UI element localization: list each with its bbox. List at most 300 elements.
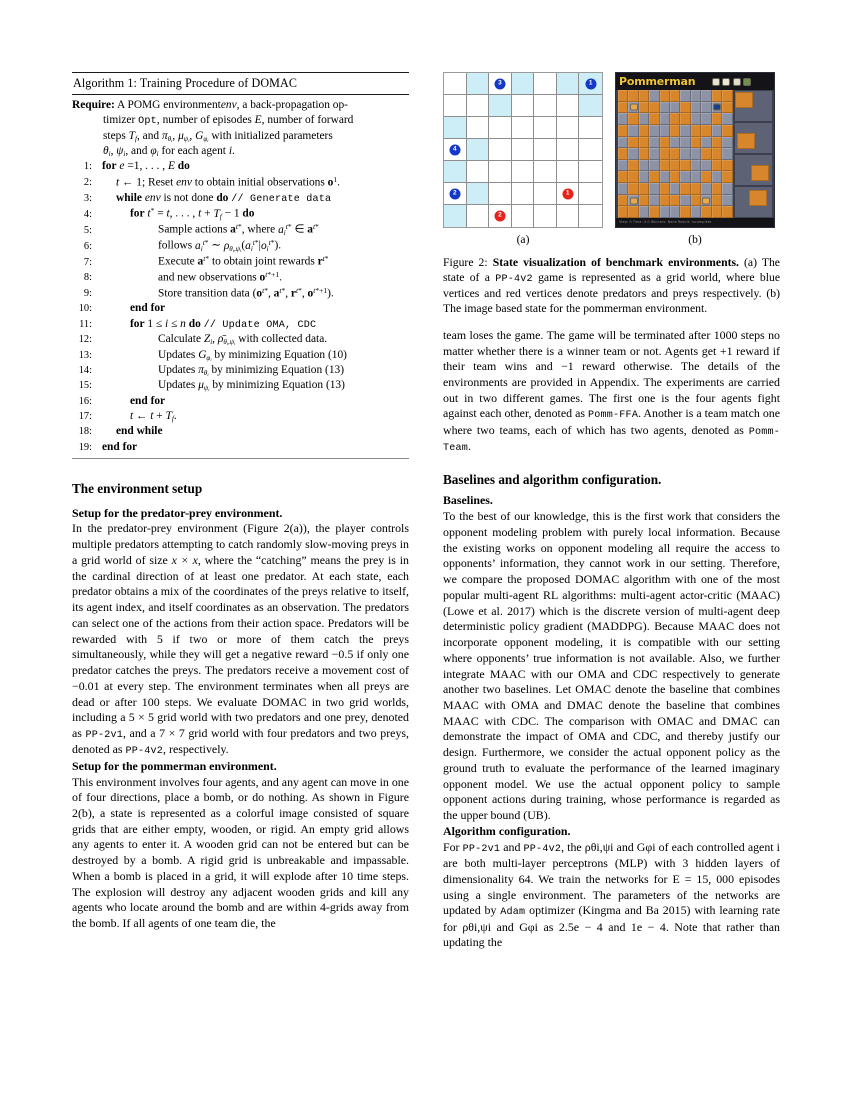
board-tile (722, 160, 732, 172)
code-pomm-ffa: Pomm-FFA (588, 410, 639, 422)
line-number: 8: (83, 272, 92, 284)
algorithm-require-line (72, 98, 409, 113)
board-tile (649, 90, 659, 102)
avatar (712, 78, 720, 86)
figure-caption-b: game is represented as a grid world, where blue vertices and red vertices denote predators and preys respectively. (b) The image based state for the pommerman environment. (443, 270, 781, 316)
line-number: 14: (78, 364, 92, 376)
grid-cell (557, 161, 580, 183)
board-tile (639, 195, 649, 207)
require-env: env (220, 99, 237, 111)
figure-caption (443, 255, 780, 317)
line-content: while env is not done do // Generate data (116, 191, 332, 205)
board-tile (670, 183, 680, 195)
algorithm-block (72, 72, 409, 459)
board-tile (649, 125, 659, 137)
algorithm-line-17 (72, 409, 409, 424)
ac-text-c: , the ρθi,ψi and Gφi of each controlled agent i are both multi-layer perceptrons (MLP) with 3 hidden layers of dimensionality 64. We train the networks for E = 15, 000 episodes using a single environment. The parameters of the networks are updated by (443, 839, 780, 918)
board-tile (680, 160, 690, 172)
grid-cell (557, 183, 580, 205)
board-tile (670, 160, 680, 172)
rc-text-b: . Another is a team match one where two teams, each of which has two agents, denoted as (443, 406, 780, 437)
algorithm-line-18 (72, 424, 409, 439)
line-number: 1: (83, 161, 92, 173)
line-content: for 1 ≤ i ≤ n do // Update OMA, CDC (130, 317, 317, 331)
board-tile (639, 125, 649, 137)
algorithm-line-7 (72, 254, 409, 270)
board-tile (639, 183, 649, 195)
line-content: Execute $a^{t*}$ to obtain joint rewards $r^{t*}$ (158, 253, 329, 268)
require-phi: $\varphi_i$ (150, 145, 159, 159)
board-tile (691, 148, 701, 160)
board-tile (722, 113, 732, 125)
grid-cell (444, 95, 467, 117)
grid-cell (534, 183, 557, 205)
line-content: Updates $\mu_{\psi_i}$ by minimizing Equation (13) (158, 379, 345, 393)
pommerman-title: Pommerman (619, 75, 696, 88)
board-tile (712, 137, 722, 149)
line-content: end for (130, 302, 166, 315)
board-tile (660, 113, 670, 125)
board-tile (628, 125, 638, 137)
board-tile (670, 125, 680, 137)
board-tile (691, 137, 701, 149)
grid-cell (512, 117, 535, 139)
board-tile (691, 90, 701, 102)
board-tile (649, 137, 659, 149)
paragraph-baselines: To the best of our knowledge, this is the first work that considers the opponent modeling problem with purely local information. Because the existing works on opponent modeling all require the access to opponents’ information, they cannot work in our setting. Therefore, we compare the proposed DOMAC algorithm with one of the most popular multi-agent RL algorithms: multi-agent actor-critic (MAAC) (Lowe et al. 2017) which is the discrete version of multi-agent deep deterministic policy gradient (MADDPG). Because MAAC does not incorporate opponent modeling, it is compatible with our setting where opponents’ true information is not available. Also, we further integrate MAAC with our OMA and CDC respectively to generate another two baselines. Let OMAC denote the baseline that combines MAAC with OMA and DMAC denote the baseline that combines MAAC with CDC. The comparison with OMAC and DMAC can demonstrate the impact of OMA and CDC, and thereby justify our design. Furthermore, we consider the actual opponent policy as the ground truth to evaluate the performance of the learned imaginary opponent model. We use the actual opponent policy to sample opponent actions during training, whose performance is regarded as the upper bound (UB). (443, 509, 780, 823)
board-tile (712, 102, 722, 114)
avatar (743, 78, 751, 86)
board-tile (712, 90, 722, 102)
code-pp-4v2-caption: PP-4v2 (495, 273, 533, 285)
board-tile (670, 113, 680, 125)
require-label: Require: (72, 99, 115, 111)
grid-cell (579, 161, 602, 183)
require-mu: $\mu_{\psi_i}$ (178, 129, 190, 143)
grid-cell (467, 161, 490, 183)
predator-vertex: 3 (494, 78, 505, 89)
predator-vertex: 2 (449, 188, 460, 199)
agent-view-pane (735, 91, 773, 121)
grid-cell (444, 73, 467, 95)
board-tile (691, 171, 701, 183)
board-tile (639, 113, 649, 125)
figure-caption-bold: State visualization of benchmark environments. (492, 255, 739, 269)
board-tile (649, 113, 659, 125)
pommerman-agent-views (735, 90, 773, 218)
grid-cell (557, 139, 580, 161)
pommerman-footer (616, 218, 774, 227)
grid-cell (579, 73, 602, 95)
algorithm-line-4 (72, 206, 409, 222)
grid-cell (467, 205, 490, 227)
board-tile (722, 183, 732, 195)
subcaption-b: (b) (688, 233, 702, 246)
line-number: 3: (83, 192, 92, 204)
board-tile (701, 195, 711, 207)
grid-cell (489, 95, 512, 117)
code-pp-4v2-config: PP-4v2 (523, 843, 562, 855)
board-tile (649, 171, 659, 183)
avatar (722, 78, 730, 86)
line-content: Updates $\pi_{\theta_i}$ by minimizing Equation (13) (158, 363, 344, 378)
pp-text-d: , respectively. (163, 742, 229, 757)
line-number: 13: (78, 349, 92, 361)
board-tile (628, 160, 638, 172)
board-tile (628, 137, 638, 149)
board-tile (680, 195, 690, 207)
algorithm-line-5 (72, 222, 409, 238)
board-tile (660, 183, 670, 195)
board-tile (680, 113, 690, 125)
section-heading-baselines-config: Baselines and algorithm configuration. (443, 471, 662, 487)
board-tile (628, 206, 638, 218)
board-tile (660, 206, 670, 218)
board-tile (639, 206, 649, 218)
rc-text-c: . (468, 439, 472, 454)
algorithm-line-9 (72, 286, 409, 302)
algorithm-line-8 (72, 270, 409, 286)
board-tile (670, 137, 680, 149)
gridworld-frame (443, 72, 603, 228)
require-Tf: $T_f$ (128, 129, 137, 143)
ac-text-b: and (500, 839, 524, 854)
line-content: Calculate $Z_i$, $\rhō_{\theta_i,\psi_i}$ with collected data. (158, 333, 328, 347)
subheading-pommerman: Setup for the pommerman environment. (72, 758, 277, 773)
board-tile (701, 183, 711, 195)
grid-cell (579, 205, 602, 227)
code-pp-2v1: PP-2v1 (85, 729, 124, 741)
code-pp-4v2: PP-4v2 (125, 746, 164, 758)
grid-cell (489, 183, 512, 205)
board-tile (649, 160, 659, 172)
board-tile (712, 113, 722, 125)
grid-cell (534, 95, 557, 117)
board-tile (680, 183, 690, 195)
board-tile (701, 102, 711, 114)
grid-cell (557, 95, 580, 117)
board-tile (660, 148, 670, 160)
line-number: 10: (78, 303, 92, 315)
paragraph-team-loses (443, 328, 780, 456)
pp-grid-size: x × x (171, 552, 198, 567)
grid-cell (489, 117, 512, 139)
board-tile (618, 160, 628, 172)
grid-cell (444, 117, 467, 139)
board-tile (680, 171, 690, 183)
require-line2-a: timizer (103, 114, 136, 127)
board-tile (618, 125, 628, 137)
board-tile (701, 171, 711, 183)
prey-vertex: 1 (562, 188, 573, 199)
algorithm-require-line2 (72, 113, 409, 128)
board-tile (639, 90, 649, 102)
board-tile (680, 125, 690, 137)
board-tile (660, 171, 670, 183)
board-tile (639, 148, 649, 160)
pommerman-body (616, 90, 774, 218)
code-pp-2v1-config: PP-2v1 (462, 843, 501, 855)
subfigure-a-gridworld (443, 72, 603, 246)
board-tile (649, 195, 659, 207)
algorithm-line-10 (72, 301, 409, 316)
require-line3-a: steps (103, 129, 126, 142)
agent-view-pane (735, 187, 773, 217)
board-tile (618, 113, 628, 125)
line-content: for e =1, . . . , E do (102, 160, 190, 173)
pp-text-b: , where the “catching” means the prey is in the cardinal direction of at least one predator. At each state, each predator obtains a mix of the coordinates of the preys relative to itself, its agent index, and itself coordinates as an observation. The predators can select one of the actions from their action space. Predators will be rewarded with 5 if two or more of them catch the preys simultaneously, while they will get a negative reward −0.5 if only one predator catches the preys. The predators receive a movement cost of −0.01 at every step. The environment terminates when all preys are dead or after 100 steps. We evaluate DOMAC in two grid worlds, including a 5 × 5 grid world with two predators and one prey, denoted as (72, 552, 409, 740)
board-tile (701, 160, 711, 172)
line-number: 6: (83, 240, 92, 252)
board-tile (722, 137, 732, 149)
right-column (443, 72, 780, 951)
board-tile (712, 171, 722, 183)
board-tile (722, 102, 732, 114)
algorithm-line-15 (72, 378, 409, 393)
pommerman-header (616, 73, 774, 90)
board-tile (722, 148, 732, 160)
algorithm-require-line3: steps $T_f$, and $\pi_{\theta_i}$, $\mu_{\psi_i}$, $G_{\varphi_i}$ with initialized parameters (103, 129, 333, 143)
board-tile (691, 183, 701, 195)
ac-text-d: optimizer (Kingma and Ba 2015) with learning rate for ρθi,ψi and Gφi as 2.5e − 4 and 1e − 4. Note that rather than updating the (443, 903, 780, 950)
line-number: 7: (83, 256, 92, 268)
subcaption-a: (a) (516, 233, 530, 246)
figure-row (443, 72, 780, 246)
require-G: $G_{\varphi_i}$ (195, 129, 209, 143)
board-tile (618, 137, 628, 149)
algorithm-line-14 (72, 363, 409, 378)
board-agent-icon (713, 104, 721, 111)
line-number: 16: (78, 395, 92, 407)
board-tile (701, 125, 711, 137)
algorithm-line-13 (72, 348, 409, 363)
pommerman-agent-avatars (712, 78, 772, 86)
board-tile (691, 113, 701, 125)
require-opt-code: Opt (138, 116, 157, 128)
require-psi: $\psi_i$ (116, 145, 126, 159)
board-agent-icon (630, 197, 638, 204)
grid-cell (534, 73, 557, 95)
line-number: 9: (83, 288, 92, 300)
board-tile (691, 206, 701, 218)
agent-view-pane (735, 123, 773, 153)
board-tile (628, 148, 638, 160)
algorithm-line-3 (72, 191, 409, 206)
line-content: Sample actions $a^{t*}$, where $a_i^{t*}$ ∈ $a^{t*}$ (158, 221, 319, 237)
section-heading-environment-setup: The environment setup (72, 480, 203, 496)
algorithm-line-1 (72, 159, 409, 174)
board-tile (680, 102, 690, 114)
board-tile (670, 102, 680, 114)
subheading-baselines: Baselines. (443, 493, 493, 508)
line-content: end for (130, 394, 166, 407)
board-tile (660, 90, 670, 102)
line-number: 12: (78, 334, 92, 346)
board-tile (701, 113, 711, 125)
board-tile (639, 160, 649, 172)
board-tile (618, 90, 628, 102)
ac-text-a: For (443, 839, 463, 854)
board-tile (691, 160, 701, 172)
pommerman-screenshot (615, 72, 775, 228)
board-tile (722, 206, 732, 218)
board-tile (670, 206, 680, 218)
pommerman-board (618, 90, 733, 218)
line-content: end for (102, 440, 138, 453)
board-tile (628, 195, 638, 207)
require-line2-b: , number of episodes (156, 114, 252, 127)
require-line3-b: with initialized parameters (211, 129, 333, 142)
board-tile (628, 171, 638, 183)
grid-cell (467, 183, 490, 205)
grid-cell (512, 73, 535, 95)
board-tile (670, 171, 680, 183)
grid-cell (557, 117, 580, 139)
board-tile (701, 206, 711, 218)
subfigure-b-pommerman (615, 72, 775, 246)
board-tile (639, 137, 649, 149)
subheading-algorithm-configuration: Algorithm configuration. (443, 823, 571, 838)
line-content: t ← $t + T_f$. (130, 409, 177, 423)
line-content: t ← 1; Reset env to obtain initial observations $o^1$. (116, 174, 340, 189)
grid-cell (444, 139, 467, 161)
board-tile (712, 148, 722, 160)
algorithm-line-6 (72, 238, 409, 254)
board-tile (712, 183, 722, 195)
grid-cell (534, 139, 557, 161)
algorithm-line-2 (72, 175, 409, 191)
algorithm-body (72, 95, 409, 458)
board-tile (722, 195, 732, 207)
paragraph-predator-prey (72, 521, 409, 758)
algorithm-line-19 (72, 440, 409, 455)
board-tile (628, 183, 638, 195)
line-number: 15: (78, 380, 92, 392)
algorithm-line-16 (72, 394, 409, 409)
require-line4-text: for each agent (161, 145, 226, 158)
grid-cell (534, 205, 557, 227)
line-number: 18: (78, 426, 92, 438)
grid-cell (557, 73, 580, 95)
board-tile (639, 171, 649, 183)
line-number: 2: (83, 177, 92, 189)
require-i: i (228, 145, 233, 158)
line-content: end while (116, 425, 163, 438)
line-number: 5: (83, 224, 92, 236)
board-tile (649, 148, 659, 160)
board-tile (670, 90, 680, 102)
board-tile (618, 206, 628, 218)
line-number: 17: (78, 410, 92, 422)
board-tile (691, 195, 701, 207)
board-tile (722, 90, 732, 102)
paragraph-algorithm-configuration (443, 840, 780, 951)
line-number: 11: (79, 318, 92, 330)
require-line2-c: , number of forward (261, 114, 354, 127)
gridworld (444, 73, 602, 227)
algorithm-line-12 (72, 332, 409, 347)
board-tile (712, 195, 722, 207)
grid-cell (579, 95, 602, 117)
board-tile (660, 160, 670, 172)
board-tile (701, 148, 711, 160)
line-number: 19: (78, 441, 92, 453)
board-tile (649, 206, 659, 218)
line-content: follows $a_i^{t*}$ ∼ $\rho_{\theta_i,\psi_i}(a_i^{t*}|o_i^{t*})$. (158, 237, 282, 253)
board-agent-icon (630, 104, 638, 111)
board-tile (628, 102, 638, 114)
algorithm-require-line4: $\theta_i$, $\psi_i$, and $\varphi_i$ for each agent i. (103, 145, 235, 159)
board-tile (670, 195, 680, 207)
figure-label: Figure 2: (443, 255, 488, 269)
grid-cell (534, 117, 557, 139)
board-tile (691, 102, 701, 114)
board-tile (701, 90, 711, 102)
board-tile (618, 171, 628, 183)
board-tile (712, 206, 722, 218)
require-text-2: , a back-propagation op- (236, 99, 348, 111)
code-pomm-team: Pomm-Team (443, 426, 780, 455)
grid-cell (579, 117, 602, 139)
require-text-1: A POMG environment (117, 99, 221, 111)
line-content: Updates $G_{\varphi_i}$ by minimizing Equation (10) (158, 348, 347, 362)
board-tile (618, 195, 628, 207)
grid-cell (467, 95, 490, 117)
board-tile (701, 137, 711, 149)
code-adam: Adam (500, 907, 526, 919)
board-tile (660, 195, 670, 207)
board-tile (660, 102, 670, 114)
require-theta: $\theta_i$ (103, 145, 111, 159)
board-tile (639, 102, 649, 114)
grid-cell (557, 205, 580, 227)
algorithm-line-11 (72, 317, 409, 332)
line-content: Store transition data ($o^{t*}$, $a^{t*}$, $r^{t*}$, $o^{t*+1}$). (158, 285, 334, 300)
line-content: for t* = t, . . . , $t + T_f - 1$ do (130, 205, 255, 221)
board-tile (628, 113, 638, 125)
paragraph-pommerman: This environment involves four agents, and any agent can move in one of four directions, place a bomb, or do nothing. As shown in Figure 2(b), a state is represented as a colorful image consisted of square grids that are either empty, wooden, or rigid. An empty grid allows any agents to enter it. A wooden grid can not be entered but can be destroyed by a bomb. A rigid grid is unbreakable and impassable. When a bomb is placed in a grid, it will explode after 10 time steps. The explosion will destroy any adjacent wooden grids and kill any agents who locate around the bomb and are within 4-grids away from the bomb. If all agents of one team die, the (72, 774, 409, 931)
grid-cell (489, 205, 512, 227)
agent-view-pane (735, 155, 773, 185)
grid-cell (534, 161, 557, 183)
grid-cell (512, 161, 535, 183)
board-tile (618, 183, 628, 195)
algorithm-rule-bottom (72, 458, 409, 459)
predator-vertex: 4 (449, 144, 460, 155)
grid-cell (489, 161, 512, 183)
rc-text-a: team loses the game. The game will be terminated after 1000 steps no matter whether there is a winner team or not. Agents get +1 reward if their team wins and −1 reward otherwise. The details of the environments are provided in Appendix. The experiments are carried out in two different games. The first one is the four agents fight against each other, denoted as (443, 327, 780, 421)
figure-2 (443, 72, 780, 317)
board-tile (649, 102, 659, 114)
line-number: 4: (83, 208, 92, 220)
board-tile (712, 160, 722, 172)
board-tile (628, 90, 638, 102)
grid-cell (467, 73, 490, 95)
prey-vertex: 2 (494, 211, 505, 222)
board-tile (660, 137, 670, 149)
board-tile (712, 125, 722, 137)
board-tile (680, 90, 690, 102)
board-tile (649, 183, 659, 195)
pp-text-a: In the predator-prey environment (Figure 2(a)), the player controls multiple predators attempting to catch randomly slow-moving preys in a grid world of size (72, 521, 409, 567)
subheading-predator-prey: Setup for the predator-prey environment. (72, 505, 283, 520)
grid-cell (512, 183, 535, 205)
avatar (733, 78, 741, 86)
grid-cell (579, 139, 602, 161)
two-column-layout (72, 72, 780, 951)
grid-cell (512, 139, 535, 161)
board-tile (680, 137, 690, 149)
